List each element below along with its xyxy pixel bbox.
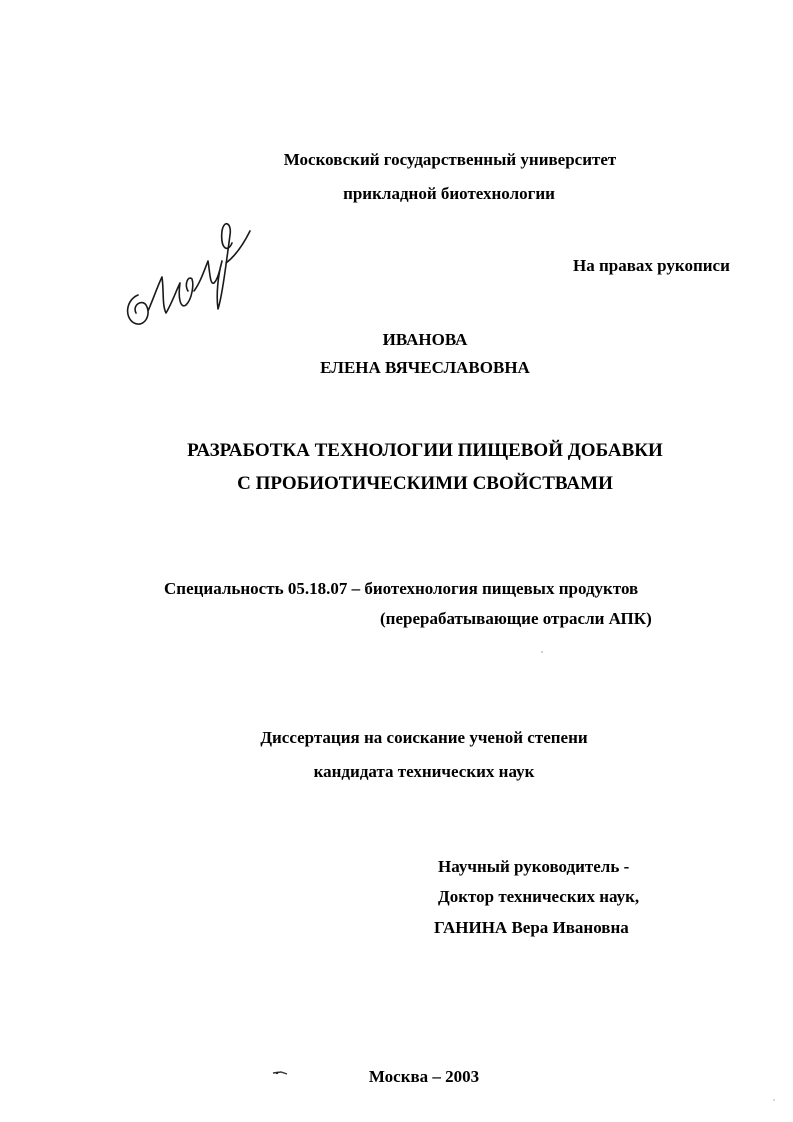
specialty-line2: (перерабатывающие отрасли АПК): [380, 609, 652, 628]
university-name-line1: Московский государственный университет: [283, 150, 617, 169]
scan-dot-icon: [540, 650, 544, 654]
city-year: Москва – 2003: [368, 1067, 480, 1086]
scan-mark-icon: [271, 1069, 291, 1077]
supervisor-label: Научный руководитель -: [438, 857, 630, 876]
supervisor-name: ГАНИНА Вера Ивановна: [434, 918, 629, 937]
author-signature: [118, 205, 258, 340]
scan-dot-icon: [772, 1098, 776, 1102]
university-name-line2: прикладной биотехнологии: [343, 184, 555, 203]
dissertation-title-line1: РАЗРАБОТКА ТЕХНОЛОГИИ ПИЩЕВОЙ ДОБАВКИ: [187, 440, 663, 461]
author-given-names: ЕЛЕНА ВЯЧЕСЛАВОВНА: [320, 358, 530, 377]
author-surname: ИВАНОВА: [382, 330, 468, 349]
degree-line1: Диссертация на соискание ученой степени: [260, 728, 588, 747]
dissertation-title-line2: С ПРОБИОТИЧЕСКИМИ СВОЙСТВАМИ: [237, 473, 613, 494]
rights-note: На правах рукописи: [573, 256, 730, 275]
specialty-line1: Специальность 05.18.07 – биотехнология пищевых продуктов: [164, 579, 639, 598]
supervisor-degree: Доктор технических наук,: [438, 887, 640, 906]
degree-line2: кандидата технических наук: [313, 762, 535, 781]
